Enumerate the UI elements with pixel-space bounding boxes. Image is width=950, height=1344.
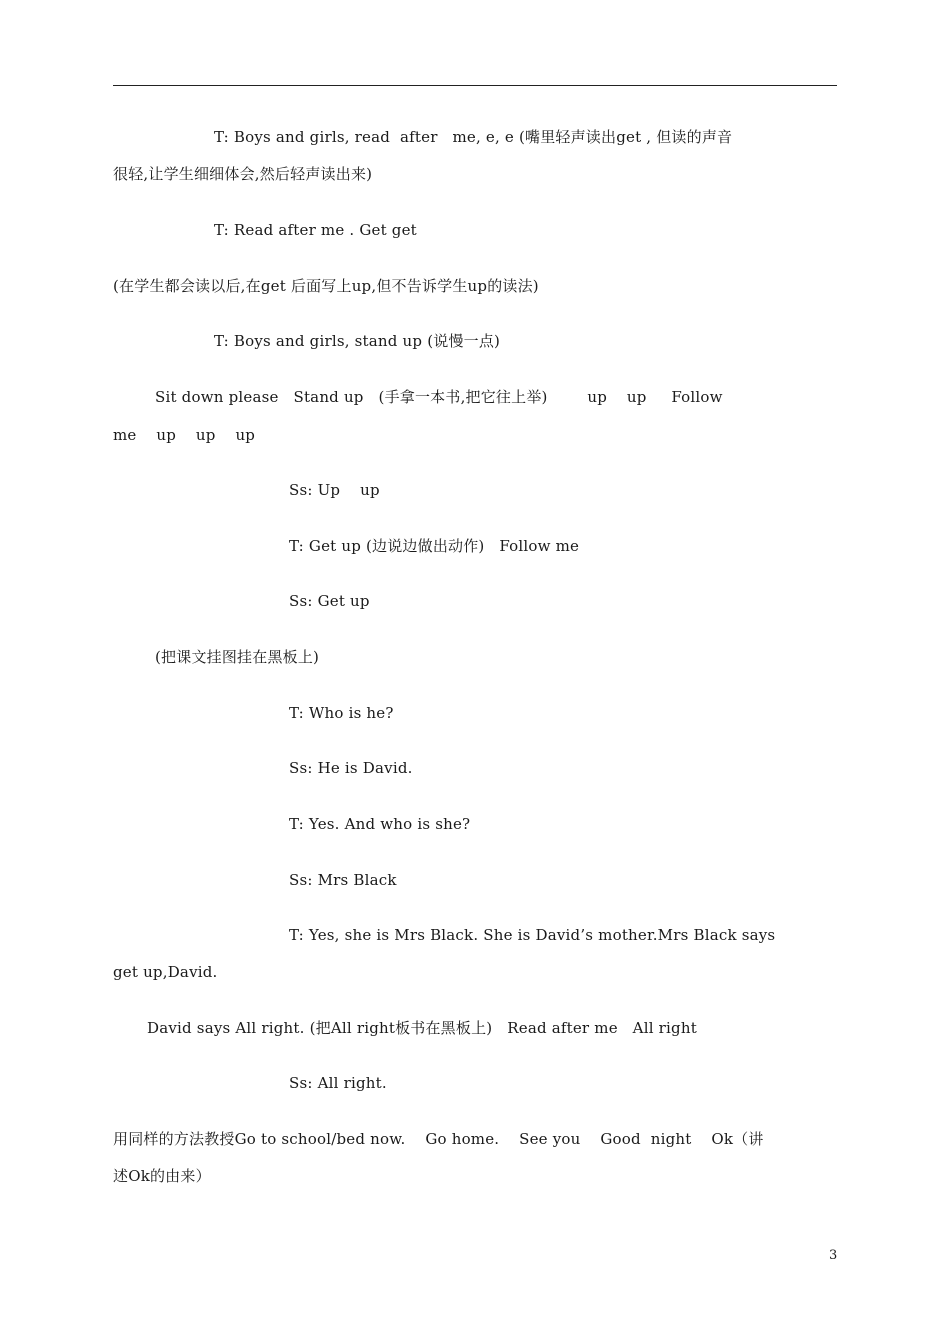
text-line: David says All right. (把All right板书在黑板上) Read after me All right <box>147 1019 697 1037</box>
text-line: 用同样的方法教授Go to school/bed now. Go home. See you Good night Ok（讲 <box>113 1130 764 1148</box>
text-line: T: Read after me . Get get <box>214 221 417 239</box>
text-line: (在学生都会读以后,在get 后面写上up,但不告诉学生up的读法) <box>113 277 539 295</box>
text-line: Ss: He is David. <box>289 759 413 777</box>
text-line: get up,David. <box>113 963 218 981</box>
text-line: Ss: Up up <box>289 481 380 499</box>
text-line: T: Boys and girls, read after me, e, e (嘴里轻声读出get , 但读的声音 <box>214 128 733 146</box>
text-line: 述Ok的由来） <box>113 1167 211 1185</box>
text-line: 很轻,让学生细细体会,然后轻声读出来) <box>113 165 373 183</box>
text-line: Sit down please Stand up (手拿一本书,把它往上举) up up Follow <box>155 388 723 406</box>
text-line: T: Yes. And who is she? <box>289 815 471 833</box>
text-line: Ss: All right. <box>289 1074 387 1092</box>
text-line: T: Yes, she is Mrs Black. She is David’s mother.Mrs Black says <box>289 926 776 944</box>
text-line: Ss: Mrs Black <box>289 871 397 889</box>
text-line: (把课文挂图挂在黑板上) <box>155 648 320 666</box>
text-line: T: Boys and girls, stand up (说慢一点) <box>214 332 501 350</box>
header-rule <box>113 85 837 86</box>
text-line: Ss: Get up <box>289 592 370 610</box>
text-line: me up up up <box>113 426 256 444</box>
text-line: T: Get up (边说边做出动作) Follow me <box>289 537 580 555</box>
text-line: T: Who is he? <box>289 704 394 722</box>
page-number: 3 <box>829 1248 838 1263</box>
